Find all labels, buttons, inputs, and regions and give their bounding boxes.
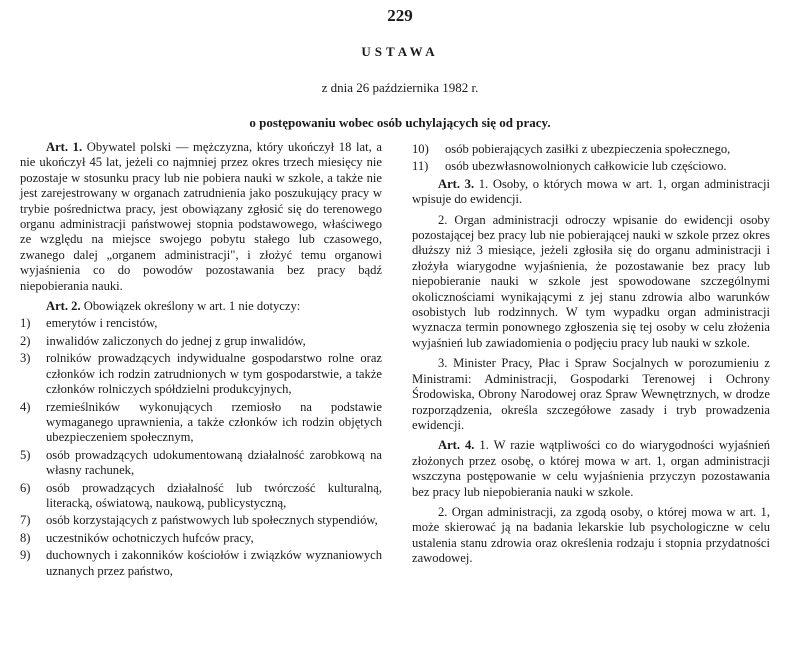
- act-type-heading: USTAWA: [361, 44, 439, 59]
- article-2-label: Art. 2.: [46, 299, 81, 314]
- list-item-text: emerytów i rencistów,: [46, 316, 158, 331]
- list-item-number: 7): [20, 513, 31, 528]
- article-4-p1-text: 1. W razie wątpliwości co do wiarygodności wyjaśnień złożonych przez osobę, o której mowa w art. 1, organ administracji wszczyna postępowanie w celu wyjaśnienia przyczyn pozostawania bez pracy lub niepobierania nauki w szkole.: [412, 438, 770, 499]
- list-item-text: inwalidów zaliczonych do jednej z grup inwalidów,: [46, 333, 306, 348]
- list-item-number: 5): [20, 447, 31, 462]
- list-item-text: uczestników ochotniczych hufców pracy,: [46, 530, 254, 545]
- article-4-paragraph-1: [412, 438, 770, 500]
- list-item: [20, 400, 382, 446]
- article-3-paragraph-2: 2. Organ administracji odroczy wpisanie do ewidencji osoby pozostającej bez pracy lub nie pobierającej nauki w szkole przez okres dłuższy niż 3 miesiące, jeżeli zgłosiła się do organu administracji i złożyła wiarygodne wyjaśnienia, że pozostawanie bez pracy lub niepobieranie nauki w szkole jest spowodowane szczególnymi okolicznościami wynikającymi z jej stanu zdrowia albo warunków osobistych lub rodzinnych. W tym wypadku organ administracji wyznacza termin ponownego zgłoszenia się tej osoby w celu złożenia wyjaśnień lub zawiadomienia o podjęciu pracy lub nauki w szkole.: [412, 212, 770, 350]
- list-item-number: 3): [20, 351, 31, 366]
- act-date: z dnia 26 października 1982 r.: [321, 80, 479, 95]
- article-2-exemptions-list-continued: [412, 142, 770, 175]
- list-item-text: rolników prowadzących indywidualne gospodarstwo rolne oraz członków ich rodzin zatrudnionych w tym gospodarstwie, a także członków rolniczych spółdzielni produkcyjnych,: [46, 351, 382, 397]
- list-item: [412, 142, 770, 157]
- list-item-number: 4): [20, 399, 31, 414]
- list-item: [20, 513, 382, 528]
- article-3-p1-text: 1. Osoby, o których mowa w art. 1, organ administracji wpisuje do ewidencji.: [412, 176, 770, 207]
- list-item: [20, 548, 382, 579]
- article-2-text: Obowiązek określony w art. 1 nie dotyczy:: [83, 299, 301, 314]
- list-item-text: osób prowadzących udokumentowaną działalność zarobkową na własny rachunek,: [46, 447, 382, 478]
- article-2: [20, 299, 382, 314]
- list-item: [20, 334, 382, 349]
- list-item-text: osób ubezwłasnowolnionych całkowicie lub częściowo.: [445, 159, 727, 174]
- list-item: [20, 351, 382, 397]
- list-item-text: osób korzystających z państwowych lub społecznych stypendiów,: [46, 513, 378, 528]
- list-item: [20, 481, 382, 512]
- article-1: [20, 140, 382, 294]
- article-1-text: Obywatel polski — mężczyzna, który ukończył 18 lat, a nie ukończył 45 lat, jeżeli co najmniej przez okres trzech miesięcy nie pozostaje w stosunku pracy lub nie pobiera nauki w szkole, a także nie jest zarejestrowany w organach zatrudnienia jako poszukujący pracy w trybie pośrednictwa pracy, jest obowiązany zgłosić się do terenowego organu administracji państwowej stopnia podstawowego, właściwego ze względu na miejsce swojego pobytu stałego lub czasowego, zwanego dalej „organem administracji", i złożyć temu organowi wyjaśnienia co do powodów pozostawania bez pracy bądź niepobierania nauki.: [20, 140, 383, 293]
- article-3-paragraph-3: 3. Minister Pracy, Płac i Spraw Socjalnych w porozumieniu z Ministrami: Administracji, Gospodarki Terenowej i Ochrony Środowiska, Obrony Narodowej oraz Spraw Wewnętrznych, w drodze rozporządzenia, określa szczegółowe zasady i tryb prowadzenia ewidencji.: [412, 356, 770, 432]
- article-2-exemptions-list: [20, 316, 382, 579]
- list-item-number: 2): [20, 333, 31, 348]
- list-item: [412, 159, 770, 174]
- article-4-label: Art. 4.: [438, 438, 475, 453]
- list-item-text: rzemieślników wykonujących rzemiosło na podstawie wymaganego uprawnienia, a także członków ich rodzin objętych ubezpieczeniem społecznym,: [46, 399, 382, 445]
- list-item-text: duchownych i zakonników kościołów i związków wyznaniowych uznanych przez państwo,: [46, 548, 382, 578]
- act-title: o postępowaniu wobec osób uchylających się od pracy.: [249, 115, 551, 130]
- article-4-paragraph-2: 2. Organ administracji, za zgodą osoby, o której mowa w art. 1, może skierować ją na badania lekarskie lub psychologiczne w celu ustalenia stanu zdrowia oraz określenia rodzaju i stopnia przydatności zawodowej.: [412, 504, 770, 566]
- list-item: [20, 448, 382, 479]
- list-item-number: 6): [20, 480, 31, 495]
- article-3-label: Art. 3.: [438, 176, 475, 191]
- left-column: [20, 140, 382, 581]
- list-item-number: 8): [20, 530, 31, 545]
- article-3-paragraph-1: [412, 177, 770, 208]
- list-item-text: osób pobierających zasiłki z ubezpieczenia społecznego,: [445, 142, 731, 156]
- list-item-number: 1): [20, 316, 31, 331]
- list-item-number: 11): [412, 159, 429, 174]
- list-item-text: osób prowadzących działalność lub twórczość kulturalną, literacką, oświatową, naukową, publicystyczną,: [46, 480, 382, 510]
- list-item: [20, 316, 382, 331]
- list-item-number: 10): [412, 142, 429, 156]
- article-1-label: Art. 1.: [46, 140, 83, 154]
- right-column: [412, 140, 770, 567]
- page-number: 229: [387, 6, 413, 25]
- list-item-number: 9): [20, 548, 31, 563]
- list-item: [20, 531, 382, 546]
